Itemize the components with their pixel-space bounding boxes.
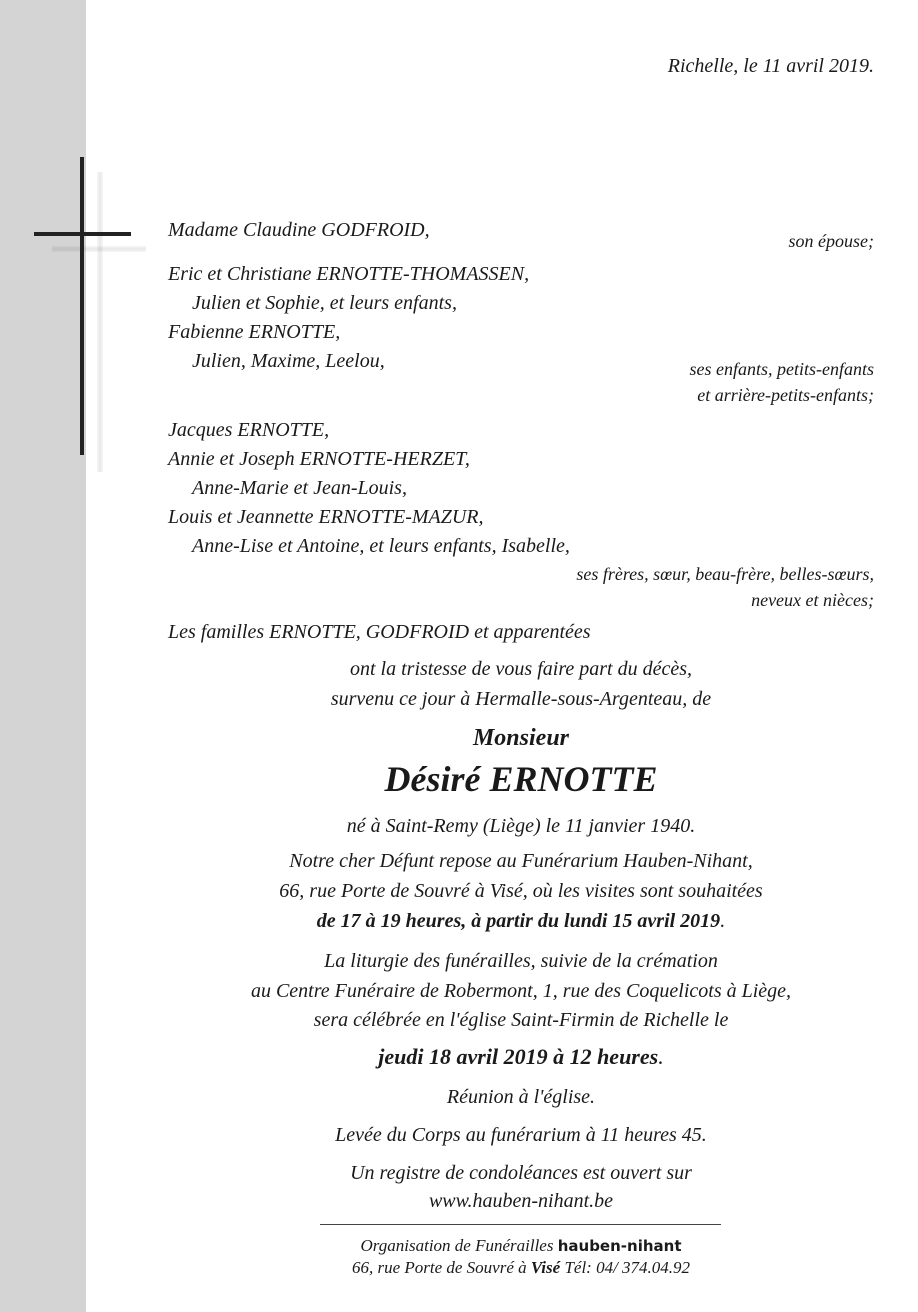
- deceased-name: Désiré ERNOTTE: [384, 759, 658, 799]
- children-role: ses enfants, petits-enfants: [689, 359, 874, 379]
- repose-line: 66, rue Porte de Souvré à Visé, où les visites sont souhaitées: [279, 880, 763, 902]
- levee-line: Levée du Corps au funérarium à 11 heures 45.: [335, 1124, 707, 1146]
- ceremony-date: jeudi 18 avril 2019 à 12 heures.: [378, 1044, 664, 1069]
- footer-divider: [320, 1224, 721, 1225]
- left-gray-band: [0, 0, 86, 1312]
- meeting-line: Réunion à l'église.: [446, 1086, 596, 1108]
- sibling-line: Jacques ERNOTTE,: [168, 419, 330, 441]
- footer-phone: Tél: 04/ 374.04.92: [564, 1258, 691, 1277]
- brand-logo: hauben-nihant: [557, 1237, 682, 1255]
- visits-line: de 17 à 19 heures, à partir du lundi 15 avril 2019.: [316, 910, 726, 932]
- website-link[interactable]: www.hauben-nihant.be: [428, 1190, 614, 1212]
- nephew-line: Anne-Marie et Jean-Louis,: [192, 477, 407, 499]
- place-date: Richelle, le 11 avril 2019.: [667, 55, 874, 77]
- spouse-name: Madame Claudine GODFROID,: [168, 219, 430, 241]
- families-line: Les familles ERNOTTE, GODFROID et apparentées: [168, 621, 591, 643]
- footer-address: 66, rue Porte de Souvré à Visé Tél: 04/ 374.04.92: [351, 1258, 691, 1277]
- register-line: Un registre de condoléances est ouvert sur: [350, 1162, 692, 1184]
- visits-hours: de 17 à 19 heures, à partir du lundi 15 avril 2019: [316, 910, 721, 932]
- child-line: Fabienne ERNOTTE,: [168, 321, 341, 343]
- liturgy-line: La liturgie des funérailles, suivie de la crémation: [324, 950, 718, 972]
- announcement-line: survenu ce jour à Hermalle-sous-Argenteau, de: [330, 688, 712, 710]
- sibling-line: Annie et Joseph ERNOTTE-HERZET,: [168, 448, 470, 470]
- sibling-line: Louis et Jeannette ERNOTTE-MAZUR,: [168, 506, 484, 528]
- announcement-line: ont la tristesse de vous faire part du décès,: [350, 658, 692, 680]
- deceased-title: Monsieur: [472, 725, 570, 751]
- birth-line: né à Saint-Remy (Liège) le 11 janvier 1940.: [346, 815, 696, 837]
- spouse-role: son épouse;: [788, 231, 874, 251]
- repose-line: Notre cher Défunt repose au Funérarium Hauben-Nihant,: [289, 850, 753, 872]
- siblings-role: ses frères, sœur, beau-frère, belles-sœurs,: [576, 564, 874, 584]
- child-line: Eric et Christiane ERNOTTE-THOMASSEN,: [168, 263, 530, 285]
- siblings-role: neveux et nièces;: [751, 590, 874, 610]
- children-role: et arrière-petits-enfants;: [697, 385, 874, 405]
- grandchild-line: Julien et Sophie, et leurs enfants,: [192, 292, 457, 314]
- footer-org: Organisation de Funérailles hauben-nihant: [360, 1236, 682, 1255]
- liturgy-line: au Centre Funéraire de Robermont, 1, rue des Coquelicots à Liège,: [250, 980, 792, 1002]
- liturgy-line: sera célébrée en l'église Saint-Firmin de Richelle le: [313, 1009, 729, 1031]
- grandchild-line: Julien, Maxime, Leelou,: [192, 350, 385, 372]
- ceremony-datetime: jeudi 18 avril 2019 à 12 heures: [378, 1044, 659, 1069]
- footer-city: Visé: [530, 1258, 561, 1277]
- nephew-line: Anne-Lise et Antoine, et leurs enfants, Isabelle,: [192, 535, 570, 557]
